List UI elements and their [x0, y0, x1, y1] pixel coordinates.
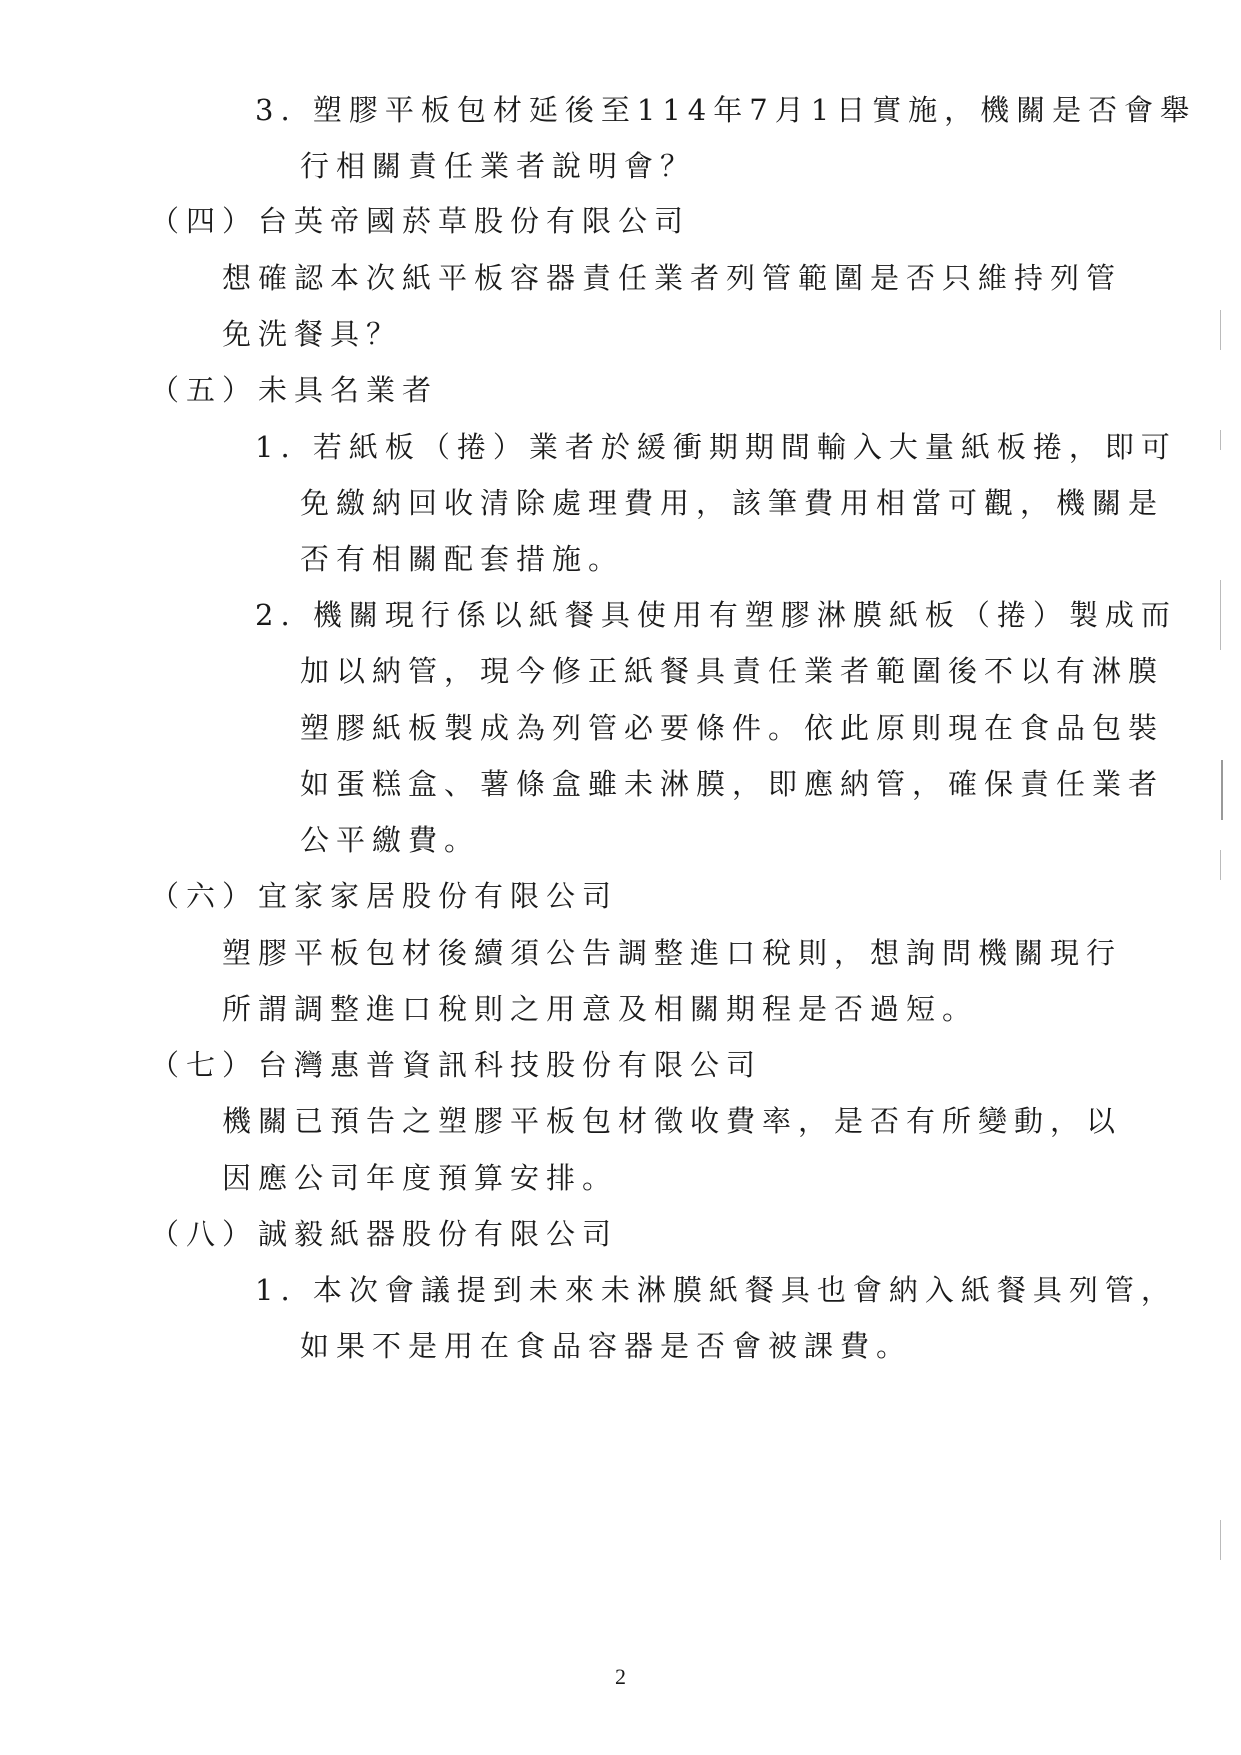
scan-artifact — [1221, 760, 1223, 820]
section-5-item-2-line-3: 塑膠紙板製成為列管必要條件。依此原則現在食品包裝 — [300, 711, 1165, 745]
section-7-body-line-2: 因應公司年度預算安排。 — [222, 1161, 619, 1195]
section-5-item-2-line-1: 2. 機關現行係以紙餐具使用有塑膠淋膜紙板（捲）製成而 — [255, 598, 1177, 632]
section-8-item-1-line-1: 1. 本次會議提到未來未淋膜紙餐具也會納入紙餐具列管， — [255, 1273, 1177, 1307]
section-4-body-line-2: 免洗餐具？ — [222, 317, 403, 351]
section-7-body-line-1: 機關已預告之塑膠平板包材徵收費率，是否有所變動，以 — [222, 1104, 1123, 1138]
scan-artifact — [1220, 580, 1221, 650]
scan-artifact — [1220, 850, 1221, 880]
section-5-item-2-line-5: 公平繳費。 — [300, 823, 481, 857]
section-5-item-1-line-1: 1. 若紙板（捲）業者於緩衝期期間輸入大量紙板捲，即可 — [255, 430, 1177, 464]
scan-artifact — [1220, 430, 1221, 450]
page-number: 2 — [615, 1664, 626, 1689]
section-5-item-2-line-4: 如蛋糕盒、薯條盒雖未淋膜，即應納管，確保責任業者 — [300, 767, 1165, 801]
scan-artifact — [1220, 310, 1221, 350]
section-6-body-line-2: 所謂調整進口稅則之用意及相關期程是否過短。 — [222, 992, 979, 1026]
section-5-heading: （五）未具名業者 — [150, 373, 439, 407]
section-6-body-line-1: 塑膠平板包材後續須公告調整進口稅則，想詢問機關現行 — [222, 936, 1123, 970]
section-4-body-line-1: 想確認本次紙平板容器責任業者列管範圍是否只維持列管 — [222, 261, 1123, 295]
section-8-item-1-line-2: 如果不是用在食品容器是否會被課費。 — [300, 1329, 913, 1363]
item-3-line-1: 3. 塑膠平板包材延後至114年7月1日實施，機關是否會舉 — [255, 93, 1197, 127]
item-3-line-2: 行相關責任業者說明會？ — [300, 149, 697, 183]
scan-artifact — [1220, 1520, 1221, 1560]
section-5-item-1-line-3: 否有相關配套措施。 — [300, 542, 625, 576]
section-8-heading: （八）誠毅紙器股份有限公司 — [150, 1217, 619, 1251]
section-5-item-2-line-2: 加以納管，現今修正紙餐具責任業者範圍後不以有淋膜 — [300, 654, 1165, 688]
section-5-item-1-line-2: 免繳納回收清除處理費用，該筆費用相當可觀，機關是 — [300, 486, 1165, 520]
section-7-heading: （七）台灣惠普資訊科技股份有限公司 — [150, 1048, 763, 1082]
section-4-heading: （四）台英帝國菸草股份有限公司 — [150, 204, 691, 238]
section-6-heading: （六）宜家家居股份有限公司 — [150, 879, 619, 913]
